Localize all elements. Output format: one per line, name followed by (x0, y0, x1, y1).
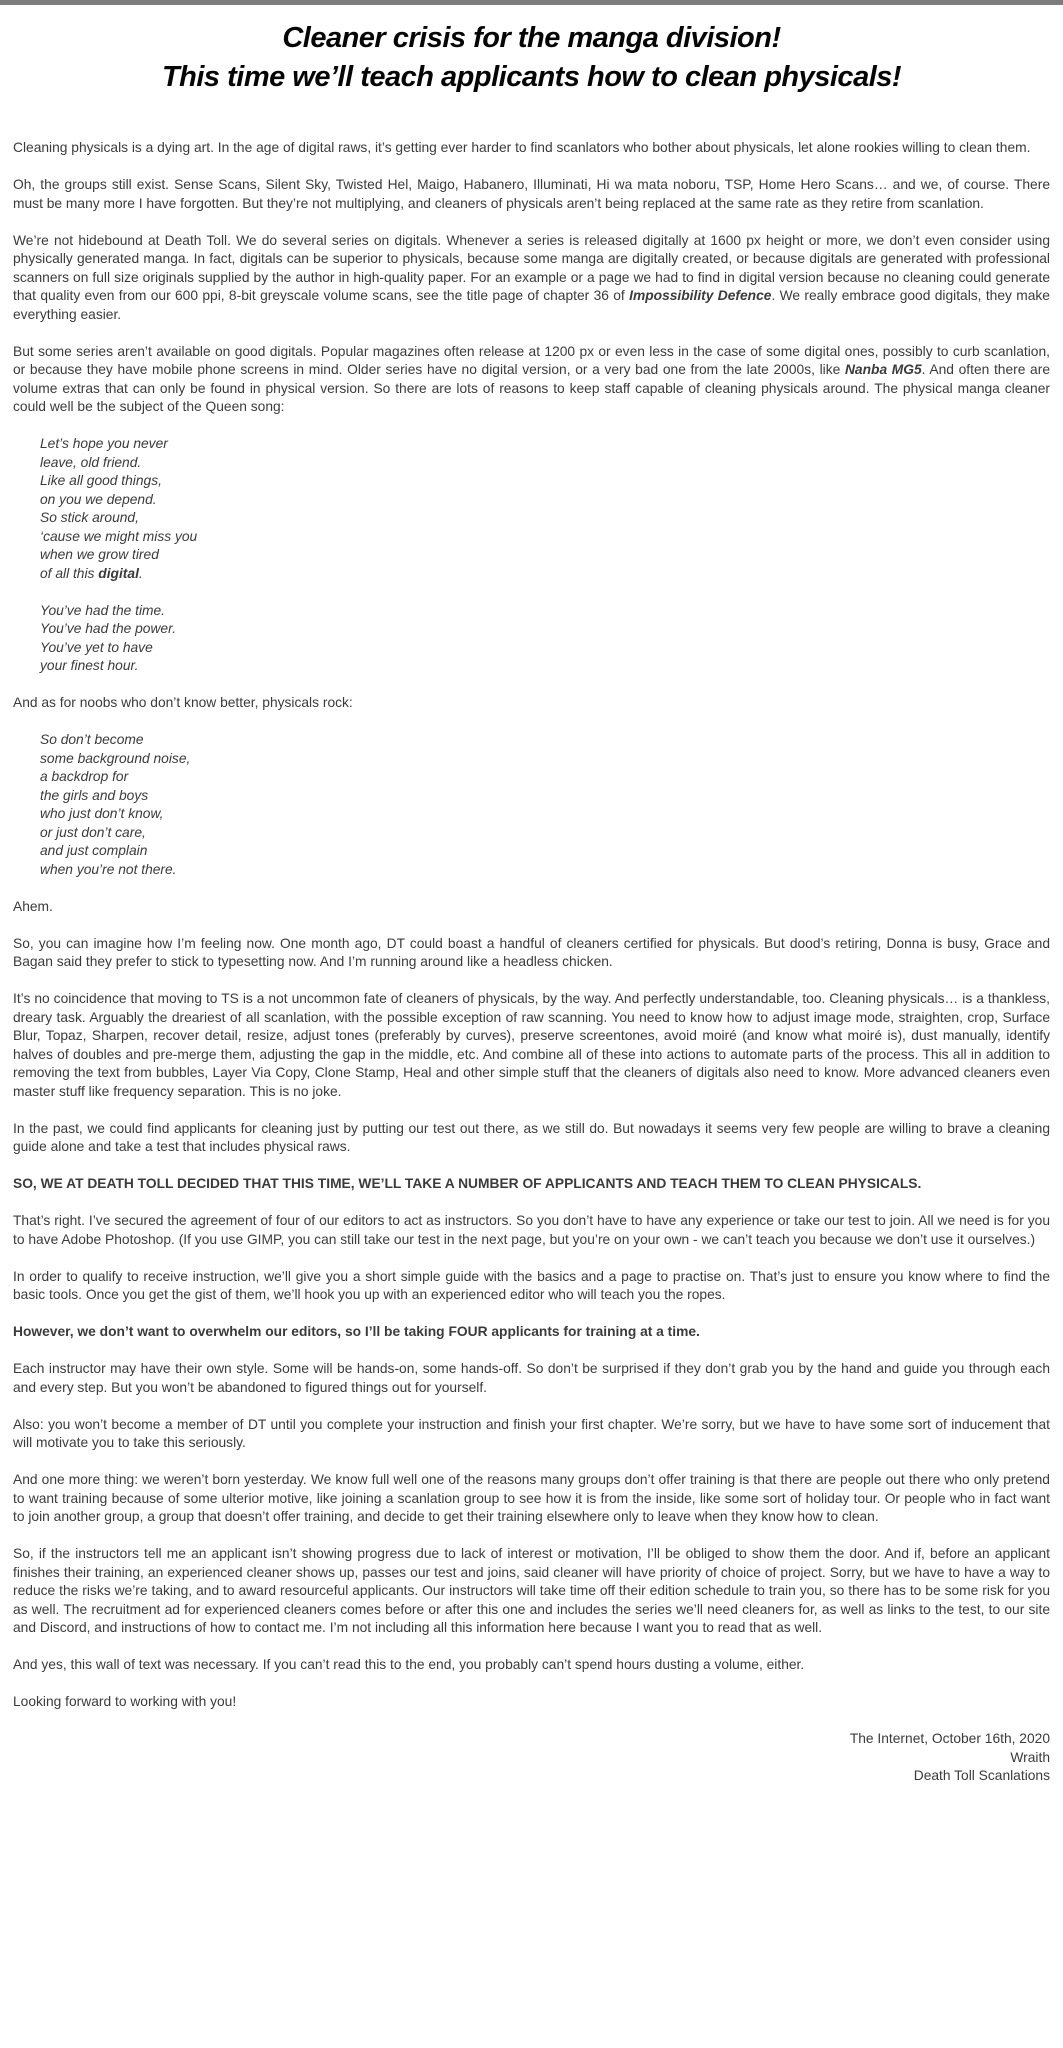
text-segment: And as for noobs who don’t know better, physicals rock: (13, 695, 353, 710)
text-segment: Cleaning physicals is a dying art. In the age of digital raws, it’s getting ever harder to find scanlators who bother about physicals, let alone rookies willing to clean them. (13, 140, 1031, 155)
paragraph (13, 176, 1050, 213)
text-segment: leave, old friend. (40, 454, 142, 470)
document-page (0, 5, 1063, 1796)
document-body (13, 139, 1050, 1712)
signature-author: Wraith (1010, 1749, 1050, 1765)
paragraph (13, 1656, 1050, 1675)
paragraph (13, 1268, 1050, 1305)
paragraph (13, 1471, 1050, 1527)
paragraph (13, 694, 1050, 713)
text-segment: So stick around, (40, 510, 139, 525)
text-segment: when we grow tired (40, 547, 159, 562)
text-segment: your finest hour. (40, 658, 139, 673)
text-segment: when you’re not there. (40, 861, 177, 877)
text-segment: or just don’t care, (40, 824, 146, 840)
paragraph (13, 1360, 1050, 1397)
text-segment: So, you can imagine how I’m feeling now. One month ago, DT could boast a handful of cleaners certified for physicals. But dood’s retiring, Donna is busy, Grace and Bagan said they prefer to stick to typesetting now. And I’m running around like a headless chicken. (13, 935, 1050, 969)
text-segment: Looking forward to working with you! (13, 1694, 237, 1709)
text-segment: So don’t become (40, 732, 144, 747)
page-title (13, 19, 1050, 97)
paragraph (13, 343, 1050, 417)
text-segment: And yes, this wall of text was necessary. If you can’t read this to the end, you probably can’t spend hours dusting a volume, either. (13, 1657, 805, 1672)
text-segment: SO, WE AT DEATH TOLL DECIDED THAT THIS TIME, WE’LL TAKE A NUMBER OF APPLICANTS AND TEACH THEM TO CLEAN PHYSICALS. (13, 1176, 922, 1191)
text-segment: ‘cause we might miss you (40, 528, 198, 544)
text-segment: You’ve yet to have (40, 639, 153, 655)
song-quote (40, 731, 1050, 879)
text-segment: We’re not hidebound at Death Toll. We do several series on digitals. Whenever a series is released digitally at 1600 px height or more, we don’t even consider using physically generated manga. In fact, digitals can be superior to physicals, because some manga are digitally created, or because digitals are generated with professional scanners on full size originals supplied by the author in high-quality paper. For an example or a page we had to find in digital version because no cleaning could generate that quality even from our 600 ppi, 8-bit greyscale volume scans, see the title page of chapter 36 of (13, 232, 1050, 303)
paragraph (13, 1416, 1050, 1453)
song-quote (40, 602, 1050, 676)
text-segment: And one more thing: we weren’t born yesterday. We know full well one of the reasons many groups don’t offer training is that there are people out there who only pretend to want training because of some ulterior motive, like joining a scanlation group to see how it is from the inside, like some sort of holiday tour. Or people who in fact want to join another group, a group that doesn’t offer training, and decide to get their training elsewhere only to leave when they know how to clean. (13, 1472, 1050, 1524)
text-segment: Also: you won’t become a member of DT until you complete your instruction and finish your first chapter. We’re sorry, but we have to have some sort of inducement that will motivate you to take this seriously. (13, 1416, 1050, 1450)
text-segment: and just complain (40, 843, 148, 858)
text-segment: some background noise, (40, 750, 191, 766)
text-segment: Each instructor may have their own style. Some will be hands-on, some hands-off. So don’t be surprised if they don’t grab you by the hand and guide you through each and every step. But you won’t be abandoned to figured things out for yourself. (13, 1361, 1050, 1395)
text-segment: In the past, we could find applicants for cleaning just by putting our test out there, as we still do. But nowadays it seems very few people are willing to brave a cleaning guide alone and take a test that includes physical raws. (13, 1120, 1050, 1154)
text-segment: Ahem. (13, 898, 53, 914)
text-segment: who just don’t know, (40, 806, 164, 821)
text-segment: So, if the instructors tell me an applicant isn’t showing progress due to lack of interest or motivation, I’ll be obliged to show them the door. And if, before an applicant finishes their training, an experienced cleaner shows up, passes our test and joins, said cleaner will have priority of choice of project. Sorry, but we have to have a way to reduce the risks we’re taking, and to award resourceful applicants. Our instructors will take time off their edition schedule to train you, so there has to be some risk for you as well. The recruitment ad for experienced cleaners comes before or after this one and includes the series we’ll need cleaners for, as well as links to the test, to our site and Discord, and instructions of how to contact me. I’m not including all this information here because I want you to read that as well. (13, 1546, 1050, 1635)
text-segment: Impossibility Defence (629, 288, 772, 303)
paragraph (13, 1175, 1050, 1194)
text-segment: Like all good things, (40, 473, 162, 488)
signature-date: The Internet, October 16th, 2020 (849, 1731, 1050, 1746)
text-segment: But some series aren’t available on good digitals. Popular magazines often release at 1200 px or even less in the case of some digital ones, possibly to curb scanlation, or because they have mobile phone screens in mind. Older series have no digital version, or a very bad one from the late 2000s, like (13, 343, 1050, 377)
text-segment: on you we depend. (40, 491, 157, 507)
paragraph (13, 1212, 1050, 1249)
paragraph (13, 1323, 1050, 1342)
paragraph (13, 898, 1050, 917)
text-segment: Nanba MG5 (844, 362, 922, 377)
text-segment: digital (98, 565, 139, 581)
text-segment: . And often there are volume extras that can only be found in physical version. So there are lots of reasons to keep staff capable of cleaning physicals around. The physical manga cleaner could well be the subject of the Queen song: (13, 362, 1050, 414)
text-segment: Let’s hope you never (40, 436, 168, 451)
paragraph (13, 232, 1050, 325)
paragraph (13, 1545, 1050, 1638)
text-segment: You’ve had the power. (40, 621, 177, 636)
text-segment: In order to qualify to receive instruction, we’ll give you a short simple guide with the basics and a page to practise on. That’s just to ensure you know where to find the basic tools. Once you get the gist of them, we’ll hook you up with an experienced editor who will teach you the ropes. (13, 1268, 1050, 1302)
text-segment: However, we don’t want to overwhelm our editors, so I’ll be taking FOUR applicants for training at a time. (13, 1324, 700, 1339)
text-segment: the girls and boys (40, 787, 149, 803)
page-title-line-1: Cleaner crisis for the manga division! (282, 22, 781, 54)
text-segment: You’ve had the time. (40, 602, 166, 618)
text-segment: a backdrop for (40, 769, 129, 784)
signature-group: Death Toll Scanlations (913, 1768, 1050, 1783)
paragraph (13, 1693, 1050, 1712)
text-segment: of all this (40, 565, 99, 581)
paragraph (13, 139, 1050, 158)
paragraph (13, 935, 1050, 972)
paragraph (13, 990, 1050, 1101)
text-segment: That’s right. I’ve secured the agreement of four of our editors to act as instructors. So you don’t have to have any experience or take our test to join. All we need is for you to have Adobe Photoshop. (If you use GIMP, you can still take our test in the next page, but you’re on your own - we can’t teach you because we don’t use it ourselves.) (13, 1213, 1050, 1247)
text-segment: . We really embrace good digitals, they make everything easier. (13, 288, 1050, 322)
page-title-line-2: This time we’ll teach applicants how to clean physicals! (161, 61, 902, 93)
paragraph (13, 1120, 1050, 1157)
text-segment: It’s no coincidence that moving to TS is a not uncommon fate of cleaners of physicals, by the way. And perfectly understandable, too. Cleaning physicals… is a thankless, dreary task. Arguably the dreariest of all scanlation, with the possible exception of raw scanning. You need to know how to adjust image mode, straighten, crop, Surface Blur, Topaz, Sharpen, recover detail, resize, adjust tones (preferably by curves), preserve screentones, avoid moiré (and know what moiré is), dust manually, identify halves of doubles and pre-merge them, adjusting the gap in the middle, etc. And combine all of these into actions to automate parts of the process. This all in addition to removing the text from bubbles, Layer Via Copy, Clone Stamp, Heal and other simple stuff that the cleaners of digitals also need to know. More advanced cleaners even master stuff like frequency separation. This is no joke. (13, 991, 1050, 1099)
text-segment: . (138, 565, 143, 581)
signature-block (13, 1730, 1050, 1786)
song-quote (40, 435, 1050, 583)
text-segment: Oh, the groups still exist. Sense Scans, Silent Sky, Twisted Hel, Maigo, Habanero, Illuminati, Hi wa mata noboru, TSP, Home Hero Scans… and we, of course. There must be many more I have forgotten. But they’re not multiplying, and cleaners of physicals aren’t being replaced at the same rate as they retire from scanlation. (13, 177, 1050, 211)
